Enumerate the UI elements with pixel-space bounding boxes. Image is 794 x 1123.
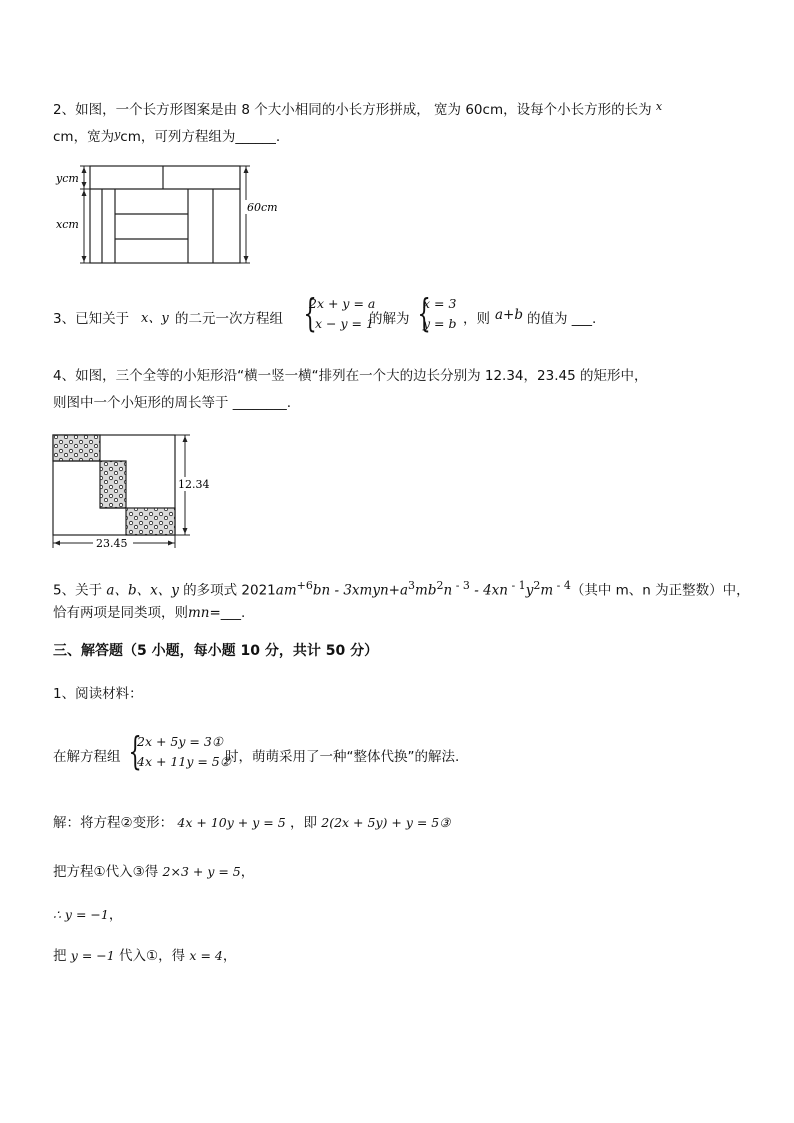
q3-line: 3、已知关于 x、y 的二元一次方程组 { 2x + y = a x − y = 1 的解为 { x = 3 y = b ，则 a+b 的值为 ___. bbox=[53, 291, 597, 335]
q4-height-label: 12.34 bbox=[178, 478, 210, 491]
q4-arrow-w-right bbox=[168, 541, 174, 546]
q3-eq1: 2x + y = a bbox=[309, 296, 376, 311]
q4-line1: 4、如图，三个全等的小矩形沿“横一竖一横“排列在一个大的边长分别为 12.34，23.45 的矩形中， bbox=[53, 368, 648, 384]
q4-arrow-h-up bbox=[183, 436, 188, 442]
q2-label-60: 60cm bbox=[247, 201, 278, 214]
p1-eq2: 4x + 11y = 5② bbox=[137, 754, 231, 769]
q4-rect-middle bbox=[100, 461, 126, 508]
q2-line1: 2、如图，一个长方形图案是由 8 个大小相同的小长方形拼成， 宽为 60cm，设每个小长方形的长为 $^x$ bbox=[53, 100, 663, 118]
p1-step3: ∴ y = −1， bbox=[53, 907, 123, 923]
q3-brace-left: { bbox=[303, 291, 317, 335]
q3-eq2: x − y = 1 bbox=[315, 316, 374, 331]
q4-arrow-h-down bbox=[183, 528, 188, 534]
q2-arrow-y-down bbox=[82, 182, 87, 188]
q4-rect-top bbox=[53, 435, 100, 461]
q4-width-label: 23.45 bbox=[96, 537, 128, 550]
q5-line2: 恰有两项是同类项，则mn=___. bbox=[53, 605, 246, 621]
p1-eq1: 2x + 5y = 3① bbox=[137, 734, 224, 749]
q2-figure bbox=[50, 160, 290, 270]
q2-arrow-y-up bbox=[82, 167, 87, 173]
q4-rect-bottom bbox=[126, 508, 175, 535]
q2-label-x: xcm bbox=[56, 218, 79, 231]
p1-brace: { bbox=[128, 729, 142, 773]
p1-system-line: 在解方程组 { 2x + 5y = 3① 4x + 11y = 5② 时，萌萌采用了一种“整体代换”的解法. bbox=[53, 729, 460, 773]
q2-line2: cm，宽为$^y$cm，可列方程组为______. bbox=[53, 128, 281, 145]
q5-line1: 5、关于 a、b、x、y 的多项式 $2021am^{+6}bn$ - $3xmyn+a^3mb^2n$ $^{- 3}$ - 4xn $^{- 1}y^2m$ $^{- 4}$（其中 m、n 为正整数）中， bbox=[53, 579, 750, 599]
q3-brace-sol: { bbox=[417, 291, 431, 335]
q2-arrow-60-down bbox=[244, 256, 249, 262]
p1-step2: 把方程①代入③得 2×3 + y = 5， bbox=[53, 864, 255, 880]
p1-step4: 把 y = −1 代入①，得 x = 4， bbox=[53, 948, 237, 964]
q4-figure bbox=[48, 430, 218, 555]
q2-arrow-60-up bbox=[244, 167, 249, 173]
q4-line2: 则图中一个小矩形的周长等于 ________. bbox=[53, 395, 292, 411]
q2-arrow-x-down bbox=[82, 256, 87, 262]
q2-arrow-x-up bbox=[82, 190, 87, 196]
section3-heading: 三、解答题（5 小题，每小题 10 分，共计 50 分） bbox=[53, 643, 379, 659]
q3-sol2: y = b bbox=[423, 316, 457, 331]
p1-step1: 解：将方程②变形： 4x + 10y + y = 5 ，即 2(2x + 5y) + y = 5③ bbox=[53, 815, 451, 831]
p1-title: 1、阅读材料： bbox=[53, 686, 143, 702]
q4-arrow-w-left bbox=[54, 541, 60, 546]
q3-sol1: x = 3 bbox=[423, 296, 457, 311]
q2-label-y: ycm bbox=[56, 172, 79, 185]
q2-var-x: x bbox=[655, 100, 663, 113]
